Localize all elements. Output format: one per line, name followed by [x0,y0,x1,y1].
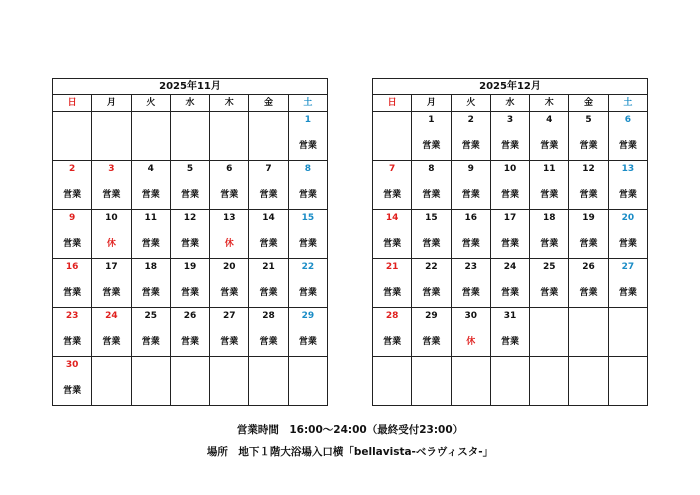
weekday-label: 日 [53,95,92,111]
day-number: 19 [183,262,197,272]
day-cell [412,259,451,307]
day-cell [412,357,451,405]
calendar-december [372,78,648,406]
open-status: 営業 [500,337,519,347]
day-number: 16 [464,213,477,223]
open-status: 営業 [579,141,598,151]
day-cell [249,210,288,258]
week-row [373,259,647,308]
day-number: 23 [65,311,79,321]
weekday-label: 水 [491,95,530,111]
day-number: 17 [105,262,118,272]
week-row [53,161,327,210]
open-status: 営業 [180,190,199,200]
day-number: 27 [223,311,236,321]
open-status: 営業 [102,190,121,200]
day-cell [249,259,288,307]
day-cell [530,161,569,209]
day-cell [289,161,327,209]
open-status: 営業 [579,190,598,200]
day-cell [132,210,171,258]
open-status: 営業 [500,190,519,200]
open-status: 営業 [298,190,317,200]
day-cell [452,357,491,405]
day-number: 3 [506,115,514,125]
day-number: 18 [144,262,157,272]
open-status: 営業 [618,141,637,151]
day-cell [92,357,131,405]
weekday-label: 金 [249,95,288,111]
day-number: 1 [428,115,435,125]
day-number: 15 [425,213,438,223]
day-number: 25 [144,311,157,321]
day-number: 30 [65,360,79,370]
day-number: 26 [183,311,197,321]
day-number: 16 [65,262,79,272]
day-number: 20 [621,213,635,223]
location-text: 場所 地下１階大浴場入口横「bellavista-ベラヴィスタ-」 [206,446,494,458]
day-number: 8 [428,164,435,174]
open-status: 営業 [500,288,519,298]
day-cell [92,308,131,356]
day-cell [171,308,210,356]
day-number: 2 [467,115,474,125]
day-number: 14 [385,213,399,223]
open-status: 営業 [461,141,480,151]
business-hours-text: 営業時間 16:00～24:00（最終受付23:00） [236,424,464,436]
open-status: 営業 [500,141,519,151]
day-cell [92,161,131,209]
day-cell [569,308,608,356]
day-number: 15 [301,213,315,223]
open-status: 営業 [540,190,559,200]
day-number: 24 [503,262,517,272]
day-number: 8 [304,164,311,174]
weekday-label: 土 [623,98,633,108]
day-cell [530,112,569,160]
day-cell [92,259,131,307]
week-row [53,259,327,308]
open-status: 営業 [102,288,121,298]
day-number: 5 [585,115,592,125]
day-cell [210,210,249,258]
week-row [373,308,647,357]
day-cell [452,112,491,160]
day-cell [609,308,647,356]
day-cell [452,161,491,209]
open-status: 営業 [180,239,199,249]
open-status: 営業 [422,239,441,249]
day-number: 26 [582,262,595,272]
day-cell [530,259,569,307]
open-status: 営業 [259,190,278,200]
day-number: 31 [503,311,517,321]
open-status: 営業 [63,386,82,396]
day-cell [53,161,92,209]
weekday-label: 木 [210,95,249,111]
day-cell [412,210,451,258]
weekday-label: 月 [92,95,131,111]
weekday-label: 火 [132,95,171,111]
closed-status: 休 [106,239,116,249]
weekday-label: 月 [412,95,451,111]
day-cell [609,210,647,258]
day-cell [210,259,249,307]
day-number: 11 [543,164,556,174]
open-status: 営業 [618,288,637,298]
open-status: 営業 [618,239,637,249]
day-cell [210,161,249,209]
day-cell [569,357,608,405]
day-number: 21 [262,262,275,272]
weekday-label: 日 [373,95,412,111]
day-number: 7 [265,164,272,174]
week-row [53,210,327,259]
open-status: 営業 [63,337,82,347]
day-cell [609,161,647,209]
day-cell [210,357,249,405]
day-number: 14 [262,213,275,223]
open-status: 営業 [422,288,441,298]
open-status: 営業 [141,337,160,347]
day-cell [452,259,491,307]
open-status: 営業 [540,239,559,249]
day-number: 27 [621,262,635,272]
day-number: 11 [144,213,157,223]
day-number: 30 [464,311,477,321]
open-status: 営業 [63,239,82,249]
day-cell [171,259,210,307]
open-status: 営業 [422,141,441,151]
day-cell [569,112,608,160]
weekday-label: 火 [452,95,491,111]
day-cell [569,161,608,209]
day-number: 4 [546,115,553,125]
open-status: 営業 [180,337,199,347]
day-number: 17 [503,213,517,223]
day-cell [412,308,451,356]
week-row [53,357,327,405]
day-number: 13 [621,164,635,174]
weekday-label: 水 [171,95,210,111]
day-number: 23 [464,262,477,272]
open-status: 営業 [422,337,441,347]
day-cell [249,357,288,405]
week-row [373,357,647,405]
day-cell [452,210,491,258]
day-number: 25 [543,262,556,272]
day-number: 9 [69,213,76,223]
day-cell [491,308,530,356]
day-cell [373,210,412,258]
day-cell [53,112,92,160]
day-cell [171,161,210,209]
day-cell [132,161,171,209]
day-cell [373,259,412,307]
day-cell [210,112,249,160]
day-cell [373,112,412,160]
open-status: 営業 [383,239,402,249]
day-cell [210,308,249,356]
day-cell [289,210,327,258]
calendar-november [52,78,328,406]
open-status: 営業 [461,190,480,200]
open-status: 営業 [63,190,82,200]
open-status: 営業 [220,190,239,200]
open-status: 営業 [141,190,160,200]
day-cell [491,210,530,258]
day-cell [530,357,569,405]
day-cell [53,357,92,405]
weekday-header [53,95,327,112]
open-status: 営業 [298,239,317,249]
day-number: 21 [385,262,399,272]
day-cell [53,210,92,258]
open-status: 営業 [141,239,160,249]
day-number: 3 [108,164,115,174]
day-cell [289,357,327,405]
day-cell [289,308,327,356]
open-status: 営業 [259,288,278,298]
week-row [373,112,647,161]
day-cell [249,112,288,160]
week-row [53,308,327,357]
open-status: 営業 [383,190,402,200]
day-number: 20 [223,262,236,272]
open-status: 営業 [461,239,480,249]
day-number: 10 [105,213,118,223]
day-cell [491,161,530,209]
day-number: 4 [147,164,154,174]
day-cell [569,259,608,307]
day-cell [53,259,92,307]
day-number: 1 [304,115,311,125]
day-number: 22 [425,262,438,272]
weekday-label: 土 [303,98,313,108]
day-cell [609,112,647,160]
day-cell [53,308,92,356]
day-number: 2 [69,164,76,174]
open-status: 営業 [220,288,239,298]
day-cell [171,357,210,405]
day-cell [249,308,288,356]
open-status: 営業 [220,337,239,347]
day-number: 28 [385,311,399,321]
day-cell [373,357,412,405]
day-number: 29 [301,311,315,321]
day-cell [491,112,530,160]
open-status: 営業 [298,141,317,151]
open-status: 営業 [259,239,278,249]
open-status: 営業 [102,337,121,347]
day-number: 29 [425,311,438,321]
day-cell [289,259,327,307]
open-status: 営業 [180,288,199,298]
day-cell [132,357,171,405]
open-status: 営業 [540,288,559,298]
open-status: 営業 [298,337,317,347]
day-cell [289,112,327,160]
calendar-title: 2025年11月 [53,79,327,95]
day-cell [609,357,647,405]
day-cell [491,357,530,405]
day-number: 28 [262,311,275,321]
day-cell [609,259,647,307]
day-cell [171,112,210,160]
day-cell [412,161,451,209]
open-status: 営業 [63,288,82,298]
day-cell [530,308,569,356]
day-cell [92,112,131,160]
open-status: 営業 [298,288,317,298]
day-cell [373,161,412,209]
day-number: 12 [183,213,197,223]
day-number: 10 [503,164,517,174]
week-row [53,112,327,161]
day-number: 5 [186,164,194,174]
open-status: 営業 [461,288,480,298]
day-number: 6 [226,164,233,174]
day-cell [132,308,171,356]
open-status: 営業 [579,288,598,298]
weekday-header [373,95,647,112]
day-number: 9 [467,164,474,174]
open-status: 営業 [579,239,598,249]
week-row [373,161,647,210]
closed-status: 休 [224,239,234,249]
day-number: 19 [582,213,595,223]
day-cell [452,308,491,356]
day-number: 7 [389,164,396,174]
day-cell [569,210,608,258]
day-number: 13 [223,213,236,223]
day-cell [171,210,210,258]
open-status: 営業 [422,190,441,200]
weekday-label: 木 [530,95,569,111]
weekday-label: 金 [569,95,608,111]
day-cell [132,112,171,160]
closed-status: 休 [466,337,476,347]
open-status: 営業 [618,190,637,200]
day-cell [412,112,451,160]
open-status: 営業 [540,141,559,151]
open-status: 営業 [141,288,160,298]
week-row [373,210,647,259]
day-cell [491,259,530,307]
day-cell [530,210,569,258]
day-number: 18 [543,213,556,223]
day-cell [132,259,171,307]
open-status: 営業 [259,337,278,347]
day-number: 22 [301,262,315,272]
day-cell [249,161,288,209]
day-number: 12 [582,164,595,174]
open-status: 営業 [383,337,402,347]
day-cell [92,210,131,258]
day-cell [373,308,412,356]
calendar-title: 2025年12月 [373,79,647,95]
day-number: 6 [624,115,631,125]
open-status: 営業 [500,239,519,249]
day-number: 24 [105,311,118,321]
open-status: 営業 [383,288,402,298]
